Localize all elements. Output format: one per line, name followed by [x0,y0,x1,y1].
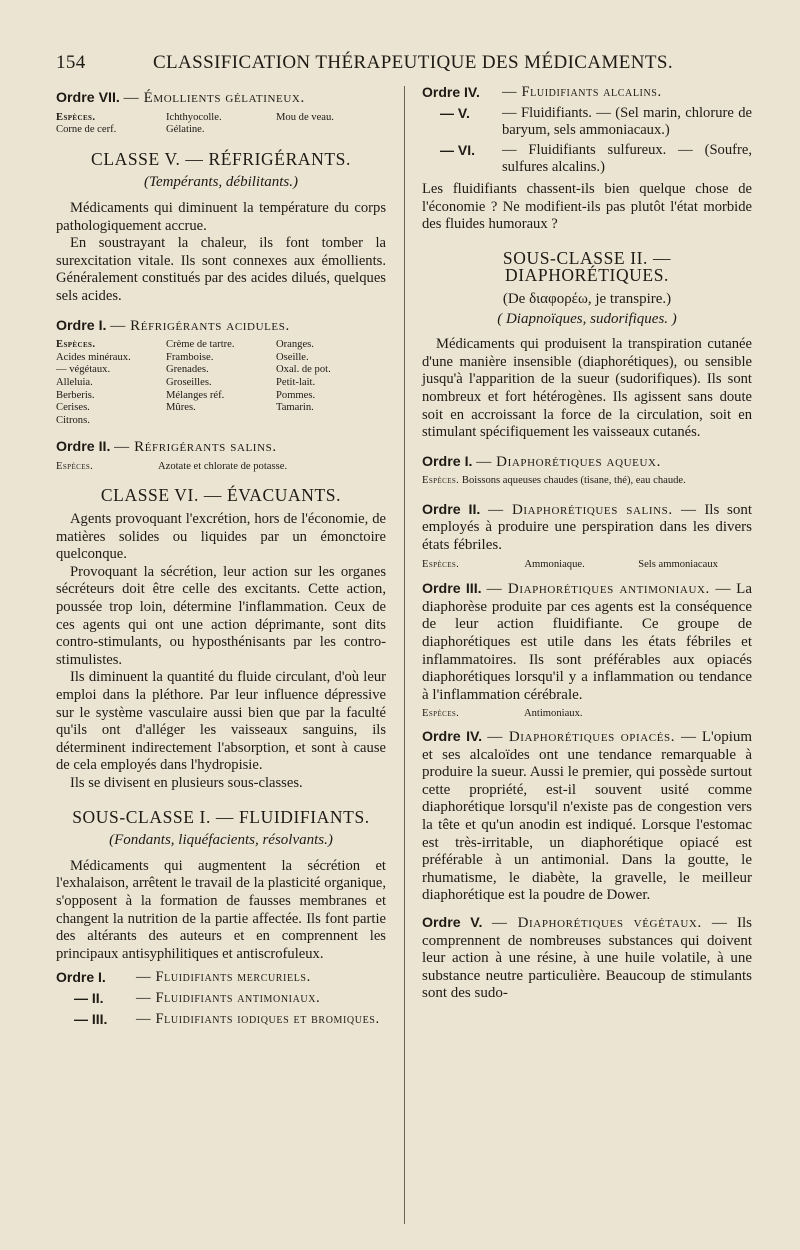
sous-classe-heading: SOUS-CLASSE II. — DIAPHORÉTIQUES. [502,247,672,286]
species-cell: Mou de veau. [276,111,334,123]
paragraph: Médicaments qui diminuent la température du corps pathologiquement accrue. [56,199,386,234]
species-cell: Cerises. [56,402,90,414]
paragraph: En soustrayant la chaleur, ils font tomber la surexcitation vitale. Ils sont connexes aux émollients. Généralement constitués par des acides dilués, quelques sels acides. [56,235,386,304]
species-cell: Oranges. [276,339,314,351]
order-line: — V. — Fluidifiants. — (Sel marin, chlorure de baryum, sels ammoniacaux.) [440,104,752,139]
species-cell: Crème de tartre. [166,339,235,351]
paragraph: Médicaments qui augmentent la sécrétion et l'exhalaison, arrêtent le travail de la plasticité organique, s'opposent à la formation de fausses membranes et changent la nutrition de la partie affectée. Ils font partie des altérants des auteurs et en comprennent les principaux antisyphilitiques et antiscrofuleux. [56,857,386,962]
species-cell: Espèces. [422,558,460,570]
order-heading: Ordre V. — Diaphorétiques végétaux. — Ils comprennent de nombreuses substances qui doivent leur action à une résine, à une huile volatile, à une substance neutre particulière. Beaucoup de stimulants sont des sudo- [422,914,752,1002]
species-cell: Petit-lait. [276,376,316,388]
species-cell: Espèces. [56,339,96,351]
species-cell: Mûres. [166,402,196,414]
paragraph: Agents provoquant l'excrétion, hors de l'économie, de matières solides ou liquides par un émonctoire quelconque. [56,511,386,563]
species-cell: Berberis. [56,389,95,401]
paragraph: Ils diminuent la quantité du fluide circulant, d'où leur emploi dans la pléthore. Par leur influence dépressive sur le système vasculaire aussi bien que par la faculté qu'ils ont d'alléger les vaisseaux sanguins, ils déterminent indirectement l'absorption, et sont à cause de cela employés dans l'hydropisie. [56,669,386,774]
order-heading: Ordre III. — Diaphorétiques antimoniaux. — La diaphorèse produite par ces agents est la conséquence de leur action fluidifiante. Ce groupe de diaphorétiques est utile dans les états fébriles et inflammatoires. Ils sont préférables aux opiacés diaphorétiques lorsqu'il y a inflammation ou tendance à l'inflammation cérébrale. [422,581,752,703]
species-cell [276,415,386,428]
species-cell: Groseilles. [166,376,212,388]
order-heading: Ordre VII. — Émollients gélatineux. [56,90,305,106]
order-line: — II. — Fluidifiants antimoniaux. [74,989,321,1006]
sous-classe-subtitle: (Fondants, liquéfacients, résolvants.) [109,832,333,849]
species-cell: Oxal. de pot. [276,364,331,376]
order-heading: Ordre I. — Réfrigérants acidules. [56,317,290,334]
paragraph: Ils se divisent en plusieurs sous-classes. [70,774,303,791]
species-cell: — végétaux. [56,364,111,376]
column-divider [404,86,405,1224]
running-title: CLASSIFICATION THÉRAPEUTIQUE DES MÉDICAMENTS. [152,52,674,73]
species-cell: Sels ammoniacaux [638,558,718,570]
species-line: Espèces. Azotate et chlorate de potasse. [56,460,288,472]
species-table [56,112,386,137]
paragraph: Médicaments qui produisent la transpiration cutanée d'une manière insensible (diaphorétiques), ou sensible jusqu'à l'apparition de la sueur (sudorifiques). Ils sont nombreux et fort hétérogènes. Ils agissent sans doute soit en accroissant la force de la circulation, soit en stimulant spécifiquement les vaisseaux cutanés. [422,336,752,441]
right-column [422,82,752,1031]
two-column-body [56,82,752,1031]
species-cell: Citrons. [56,414,90,426]
left-column [56,82,386,1031]
order-line: — III. — Fluidifiants iodiques et bromiques. [74,1010,380,1027]
order-line: Ordre I. — Fluidifiants mercuriels. [56,969,311,986]
species-cell: Pommes. [276,389,316,401]
sous-classe-heading: SOUS-CLASSE I. — FLUIDIFIANTS. [72,806,370,827]
species-cell: Gélatine. [166,124,205,136]
species-cell: Ammoniaque. [524,558,585,570]
species-table [56,339,386,427]
order-heading: Ordre IV. — Diaphorétiques opiacés. — L'opium et ses alcaloïdes ont une tendance remarquable à produire la sueur. Aussi le premier, qui possède surtout cette propriété, est-il souvent usité comme diaphorétique lorsqu'il n'existe pas de congestion vers la tête et qu'un anodin est indiqué. Lorsque l'estomac est très-irritable, un diaphorétique opiacé est préférable à un antimonial. Dans la goutte, le rhumatisme, le diabète, la gravelle, le meilleur diaphorétique est la poudre de Dower. [422,729,753,904]
classe-subtitle: (Tempérants, débilitants.) [143,174,299,191]
species-line: Espèces. Boissons aqueuses chaudes (tisane, thé), eau chaude. [422,475,686,487]
species-cell: Espèces. [56,111,96,123]
order-heading: Ordre II. — Diaphorétiques salins. — Ils sont employés à produire une perspiration dans les divers états fébriles. [422,501,753,554]
species-cell: Grenades. [166,364,209,376]
species-cell [166,415,276,428]
species-cell: Corne de cerf. [56,124,117,136]
species-cell: Oseille. [276,351,309,363]
etymology: (De διαφορέω, je transpire.) [502,290,672,307]
order-heading: Ordre II. — Réfrigérants salins. [56,439,277,456]
species-cell: Framboise. [166,351,214,363]
species-cell: Acides minéraux. [56,351,131,363]
species-table [422,559,752,572]
paragraph: Les fluidifiants chassent-ils bien quelque chose de l'économie ? Ne modifient-ils pas plutôt l'état morbide des fluides humoraux ? [422,180,752,233]
order-line: Ordre IV. — Fluidifiants alcalins. [422,84,662,100]
page-number: 154 [56,52,86,73]
classe-heading: CLASSE V. — RÉFRIGÉRANTS. [91,148,351,169]
species-cell: Mélanges réf. [166,389,225,401]
species-cell: Tamarin. [276,402,314,414]
order-line: — VI. — Fluidifiants sulfureux. — (Soufre, sulfures alcalins.) [440,141,752,176]
order-heading: Ordre I. — Diaphorétiques aqueux. [422,453,661,470]
classe-heading: CLASSE VI. — ÉVACUANTS. [100,485,342,506]
sous-classe-subtitle: ( Diapnoïques, sudorifiques. ) [497,310,677,327]
species-cell [276,124,386,137]
species-cell: Alleluia. [56,376,93,388]
page-header [56,52,752,74]
species-line: Espèces. Antimoniaux. [422,708,583,720]
species-cell: Ichthyocolle. [166,111,222,123]
paragraph: Provoquant la sécrétion, leur action sur les organes sécréteurs doit être celle des excitants. Cette action, poussée trop loin, détermine l'inflammation. Ceux de ces agents qui ont une action déprimante, sont dits contro-stimulants, ou hyposthénisants par les contro-stimulistes. [56,563,386,668]
